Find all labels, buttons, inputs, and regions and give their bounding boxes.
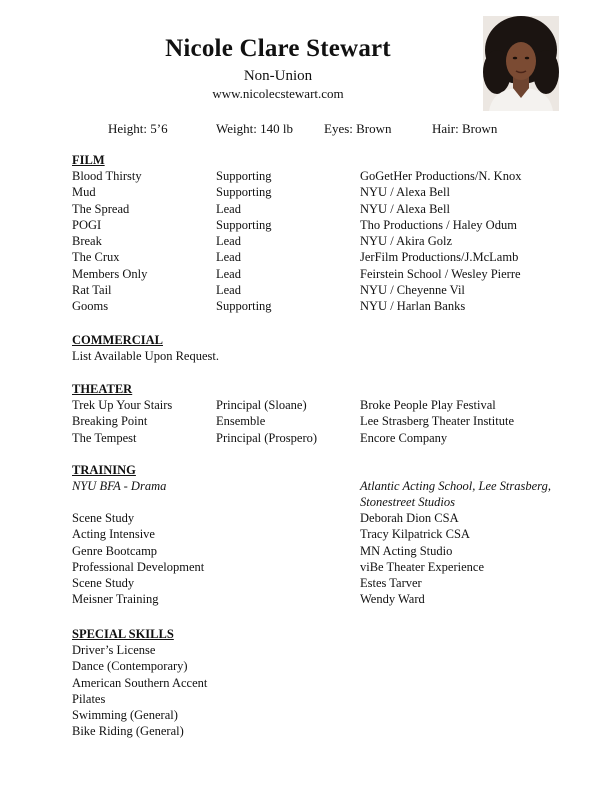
film-heading: FILM [72,153,105,167]
skills-list [72,642,592,740]
film-director: NYU / Alexa Bell [360,201,450,216]
training-heading: TRAINING [72,463,136,477]
training-row [72,526,592,542]
theater-company: Broke People Play Festival [360,398,496,412]
training-degree: NYU BFA - Drama [72,479,167,493]
film-project: Gooms [72,299,109,314]
skill-item: Dance (Contemporary) [72,659,188,674]
website-link[interactable]: www.nicolecstewart.com [212,86,344,101]
training-class: Scene Study [72,576,135,591]
film-role: Supporting [216,185,272,200]
training-row [72,575,592,591]
training-schools: Atlantic Acting School, Lee Strasberg, Stonestreet Studios [360,479,551,509]
training-class: Meisner Training [72,592,159,607]
film-project: The Crux [72,250,120,265]
theater-role: Ensemble [216,414,266,429]
film-director: NYU / Harlan Banks [360,299,466,314]
training-list [72,510,592,608]
theater-production: The Tempest [72,430,137,445]
training-class: Genre Bootcamp [72,543,158,558]
film-project: Blood Thirsty [72,169,142,183]
film-role: Supporting [216,299,272,314]
skill-item: Bike Riding (General) [72,724,184,739]
theater-company: Encore Company [360,430,448,445]
film-row [72,217,592,233]
film-row [72,168,592,184]
film-director: NYU / Akira Golz [360,234,452,249]
training-row [72,510,592,526]
theater-list [72,397,592,446]
film-project: Break [72,234,102,249]
film-row [72,282,592,298]
film-role: Lead [216,266,241,281]
theater-role: Principal (Sloane) [216,398,307,412]
training-row [72,559,592,575]
film-role: Lead [216,283,241,298]
training-teacher: Deborah Dion CSA [360,511,459,525]
training-class: Acting Intensive [72,527,155,542]
weight-stat: Weight: 140 lb [216,121,293,136]
hair-stat: Hair: Brown [432,121,498,136]
training-section [72,462,592,608]
training-row [72,543,592,559]
theater-row [72,430,592,446]
skills-heading: SPECIAL SKILLS [72,627,174,641]
film-role: Lead [216,234,241,249]
theater-row [72,413,592,429]
film-list [72,168,592,315]
film-row [72,249,592,265]
union-status: Non-Union [243,68,313,84]
film-row [72,233,592,249]
film-role: Lead [216,201,241,216]
film-director: JerFilm Productions/J.McLamb [360,250,519,265]
theater-production: Trek Up Your Stairs [72,398,173,412]
training-row [72,591,592,607]
film-project: The Spread [72,201,130,216]
training-class: Scene Study [72,511,135,525]
theater-role: Principal (Prospero) [216,430,318,445]
skills-section [72,626,592,740]
film-role: Lead [216,250,241,265]
training-class: Professional Development [72,559,205,574]
skill-item: Pilates [72,691,106,706]
training-teacher: Tracy Kilpatrick CSA [360,527,470,542]
film-project: Rat Tail [72,283,112,298]
film-director: Tho Productions / Haley Odum [360,217,517,232]
training-teacher: MN Acting Studio [360,543,453,558]
film-row [72,298,592,314]
resume-header [0,34,556,102]
film-row [72,266,592,282]
film-role: Supporting [216,217,272,232]
theater-section [72,381,592,446]
training-teacher: Wendy Ward [360,592,425,607]
commercial-section [72,332,592,364]
theater-production: Breaking Point [72,414,148,429]
film-row [72,201,592,217]
training-degree-row [72,478,592,510]
commercial-heading: COMMERCIAL [72,333,163,347]
film-project: Members Only [72,266,148,281]
film-director: GoGetHer Productions/N. Knox [360,169,522,183]
theater-company: Lee Strasberg Theater Institute [360,414,514,429]
commercial-note: List Available Upon Request. [72,349,219,363]
film-director: NYU / Alexa Bell [360,185,450,200]
training-teacher: viBe Theater Experience [360,559,485,574]
film-row [72,184,592,200]
film-project: Mud [72,185,96,200]
film-project: POGI [72,217,102,232]
theater-heading: THEATER [72,382,133,396]
film-role: Supporting [216,169,272,183]
film-director: NYU / Cheyenne Vil [360,283,465,298]
skill-item: Swimming (General) [72,708,178,723]
skill-item: American Southern Accent [72,675,208,690]
headshot-photo [483,16,559,111]
theater-row [72,397,592,413]
height-stat: Height: 5’6 [108,121,168,136]
film-section [72,152,592,315]
eyes-stat: Eyes: Brown [324,121,392,136]
actor-name: Nicole Clare Stewart [165,35,391,62]
skill-item: Driver’s License [72,643,156,657]
film-director: Feirstein School / Wesley Pierre [360,266,521,281]
training-teacher: Estes Tarver [360,576,422,591]
